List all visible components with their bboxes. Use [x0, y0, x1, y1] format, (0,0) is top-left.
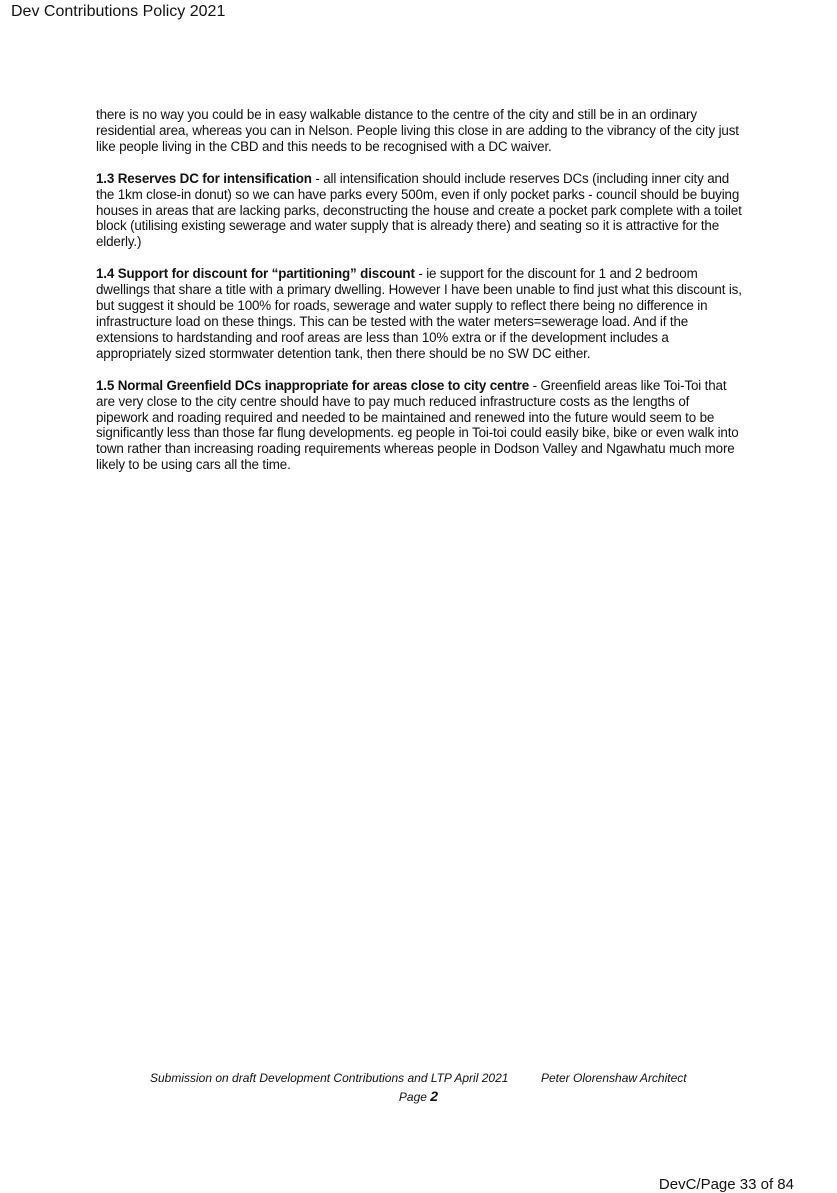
- document-header-title: Dev Contributions Policy 2021: [11, 3, 226, 20]
- section-text: - ie support for the discount for 1 and 2 bedroom dwellings that share a title with a primary dwelling. However I have been unable to find just what this discount is, but suggest it should be 100% for roads, sewerage and water supply to reflect there being no difference in infrastructure load on these things. This can be tested with the water meters=sewerage load. And if the extensions to hardstanding and roof areas are less than 10% extra or if the development includes a appropriately sized stormwater detention tank, then there should be no SW DC either.: [96, 266, 742, 361]
- section-paragraph-greenfield: [96, 378, 742, 473]
- section-heading: 1.4 Support for discount for “partitioning” discount: [96, 266, 415, 282]
- section-heading: 1.5 Normal Greenfield DCs inappropriate for areas close to city centre: [96, 377, 530, 393]
- section-text: - Greenfield areas like Toi-Toi that are very close to the city centre should have to pay much reduced infrastructure costs as the lengths of pipework and roading required and needed to be maintained and renewed into the future would seem to be significantly less than those far flung developments. eg people in Toi-toi could easily bike, bike or even walk into town rather than increasing roading requirements whereas people in Dodson Valley and Ngawhatu much more likely to be using cars all the time.: [96, 377, 739, 473]
- section-paragraph-reserves: [96, 171, 742, 251]
- page-number: 2: [430, 1088, 439, 1104]
- footer-submission-title: Submission on draft Development Contributions and LTP April 2021: [150, 1071, 509, 1085]
- page-label-text: Page: [398, 1090, 431, 1104]
- intro-paragraph: there is no way you could be in easy walkable distance to the centre of the city and still be in an ordinary residential area, whereas you can in Nelson. People living this close in are adding to the vibrancy of the city just like people living in the CBD and this needs to be recognised with a DC waiver.: [96, 107, 739, 154]
- section-text: - all intensification should include reserves DCs (including inner city and the 1km close-in donut) so we can have parks every 500m, even if only pocket parks - council should be buying houses in areas that are lacking parks, deconstructing the house and create a pocket park complete with a toilet block (utilising existing sewerage and water supply that is already there) and seating so it is attractive for the elderly.): [96, 170, 742, 250]
- section-heading: 1.3 Reserves DC for intensification: [96, 170, 312, 186]
- section-paragraph-partitioning: [96, 266, 742, 361]
- footer-author: Peter Olorenshaw Architect: [541, 1071, 687, 1085]
- footer-page-label: [0, 1088, 837, 1105]
- page-counter: DevC/Page 33 of 84: [658, 1176, 794, 1193]
- document-body: [96, 107, 742, 489]
